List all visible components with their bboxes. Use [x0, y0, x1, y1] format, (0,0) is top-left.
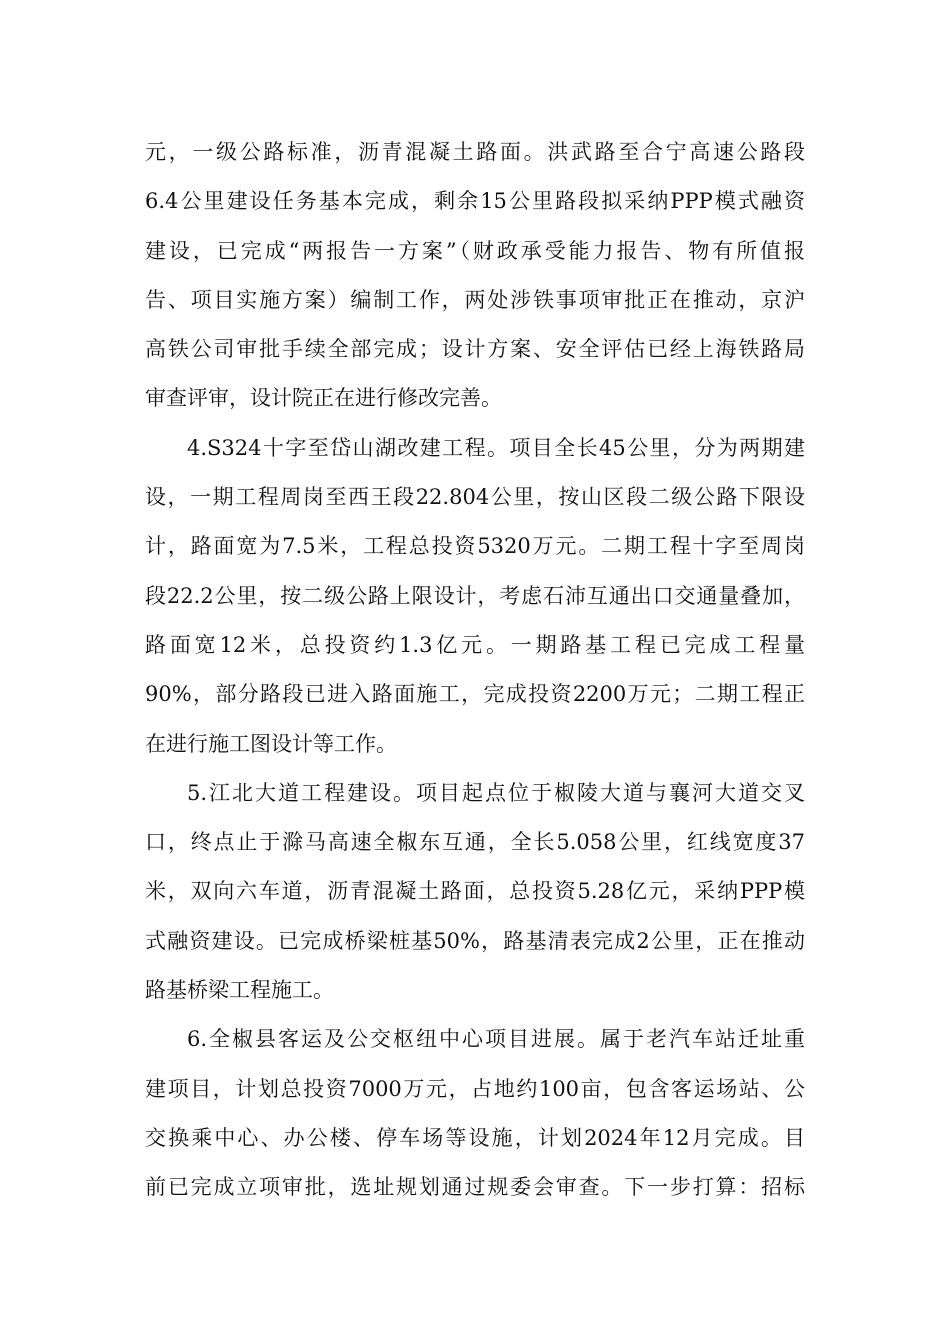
text-line: 路面宽12米，总投资约1.3亿元。一期路基工程已完成工程量 [145, 632, 805, 657]
text-line: 高铁公司审批手续全部完成；设计方案、安全评估已经上海铁路局 [145, 337, 805, 362]
text-line: 建项目，计划总投资7000万元，占地约100亩，包含客运场站、公 [145, 1076, 805, 1101]
text-line: 米，双向六车道，沥青混凝土路面，总投资5.28亿元，采纳PPP模 [145, 879, 805, 904]
text-line: 前已完成立项审批，选址规划通过规委会审查。下一步打算：招标 [145, 1175, 805, 1200]
text-line: 路基桥梁工程施工。 [145, 978, 334, 1003]
paragraph-s324-project [145, 424, 805, 769]
text-line: 在进行施工图设计等工作。 [145, 731, 397, 756]
text-line: 5.江北大道工程建设。项目起点位于椒陵大道与襄河大道交叉 [187, 780, 805, 805]
text-line: 口，终点止于滁马高速全椒东互通，全长5.058公里，红线宽度37 [145, 830, 805, 855]
text-line: 设，一期工程周岗至西王段22.804公里，按山区段二级公路下限设 [145, 485, 805, 510]
text-line: 计，路面宽为7.5米，工程总投资5320万元。二期工程十字至周岗 [145, 534, 805, 559]
text-line: 6.全椒县客运及公交枢纽中心项目进展。属于老汽车站迁址重 [187, 1027, 805, 1052]
paragraph-road-continuation [145, 128, 805, 424]
text-line: 审查评审，设计院正在进行修改完善。 [145, 386, 502, 411]
text-line: 元，一级公路标准，沥青混凝土路面。洪武路至合宁高速公路段 [145, 140, 805, 164]
paragraph-transport-hub [145, 1015, 805, 1212]
text-line: 交换乘中心、办公楼、停车场等设施，计划2024年12月完成。目 [145, 1125, 805, 1150]
text-line: 4.S324十字至岱山湖改建工程。项目全长45公里，分为两期建 [187, 435, 805, 460]
text-line: 段22.2公里，按二级公路上限设计，考虑石沛互通出口交通量叠加， [145, 583, 805, 608]
text-line: 90%，部分路段已进入路面施工，完成投资2200万元；二期工程正 [145, 682, 805, 707]
document-body [145, 128, 805, 1213]
text-line: 6.4公里建设任务基本完成，剩余15公里路段拟采纳PPP模式融资 [145, 189, 805, 214]
text-line: 告、项目实施方案）编制工作，两处涉铁事项审批正在推动，京沪 [145, 287, 805, 312]
text-line: 式融资建设。已完成桥梁桩基50%，路基清表完成2公里，正在推动 [145, 928, 805, 953]
paragraph-jiangbei-avenue [145, 769, 805, 1015]
text-line: 建设，已完成“两报告一方案”（财政承受能力报告、物有所值报 [145, 238, 805, 263]
